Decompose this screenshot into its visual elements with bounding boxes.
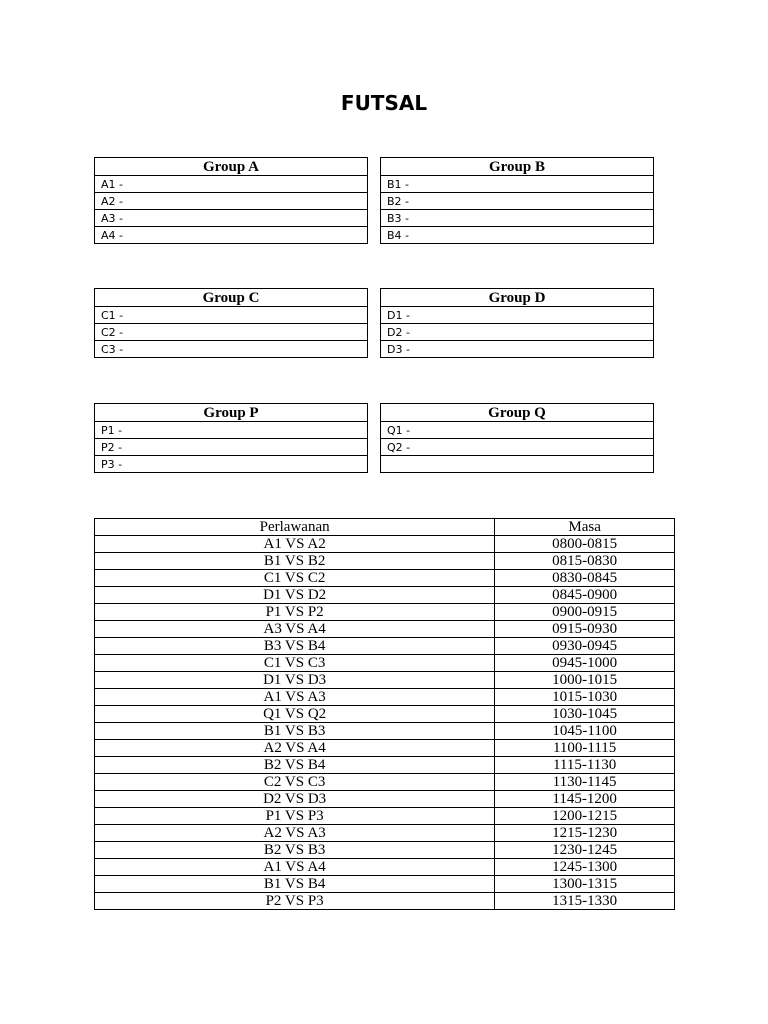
table-row [95,604,675,621]
match-schedule-table [94,518,675,910]
table-row [95,893,675,910]
group-a-heading: Group A [95,158,368,176]
table-row [95,706,675,723]
match-cell: B1 VS B2 [95,553,495,570]
match-cell: A2 VS A4 [95,740,495,757]
table-row [95,689,675,706]
page-title: FUTSAL [340,91,428,115]
table-row [95,740,675,757]
group-d-entry: D1 - [381,307,654,324]
match-cell: A1 VS A2 [95,536,495,553]
time-cell: 0830-0845 [495,570,675,587]
column-header-perlawanan: Perlawanan [95,519,495,536]
table-row [95,859,675,876]
group-b-table [380,157,654,244]
group-b-entry: B4 - [381,227,654,244]
match-cell: A1 VS A3 [95,689,495,706]
match-cell: P1 VS P2 [95,604,495,621]
group-a-entry: A1 - [95,176,368,193]
group-q-heading: Group Q [381,404,654,422]
column-header-masa: Masa [495,519,675,536]
group-p-entry: P1 - [95,422,368,439]
match-cell: A3 VS A4 [95,621,495,638]
group-c-table [94,288,368,358]
time-cell: 1045-1100 [495,723,675,740]
match-cell: C1 VS C3 [95,655,495,672]
match-cell: D1 VS D3 [95,672,495,689]
group-q-table [380,403,654,473]
time-cell: 1100-1115 [495,740,675,757]
match-cell: B1 VS B4 [95,876,495,893]
group-b-entry: B2 - [381,193,654,210]
time-cell: 1315-1330 [495,893,675,910]
time-cell: 0845-0900 [495,587,675,604]
time-cell: 0815-0830 [495,553,675,570]
match-cell: C2 VS C3 [95,774,495,791]
group-q-entry [381,456,654,473]
time-cell: 1030-1045 [495,706,675,723]
table-row [95,791,675,808]
table-row [95,774,675,791]
time-cell: 0900-0915 [495,604,675,621]
table-row [95,621,675,638]
table-row [95,808,675,825]
table-row [95,655,675,672]
match-cell: P2 VS P3 [95,893,495,910]
time-cell: 1015-1030 [495,689,675,706]
group-p-entry: P2 - [95,439,368,456]
group-q-entry: Q2 - [381,439,654,456]
group-b-heading: Group B [381,158,654,176]
time-cell: 1300-1315 [495,876,675,893]
schedule-header-row [95,519,675,536]
time-cell: 1115-1130 [495,757,675,774]
match-cell: B2 VS B3 [95,842,495,859]
table-row [95,723,675,740]
match-cell: C1 VS C2 [95,570,495,587]
match-cell: B1 VS B3 [95,723,495,740]
group-a-entry: A4 - [95,227,368,244]
group-c-entry: C3 - [95,341,368,358]
match-cell: A1 VS A4 [95,859,495,876]
time-cell: 0945-1000 [495,655,675,672]
time-cell: 0800-0815 [495,536,675,553]
group-d-table [380,288,654,358]
table-row [95,570,675,587]
group-p-table [94,403,368,473]
time-cell: 1130-1145 [495,774,675,791]
match-cell: B2 VS B4 [95,757,495,774]
time-cell: 1000-1015 [495,672,675,689]
group-a-table [94,157,368,244]
group-d-entry: D2 - [381,324,654,341]
group-d-heading: Group D [381,289,654,307]
group-a-entry: A3 - [95,210,368,227]
group-c-heading: Group C [95,289,368,307]
match-cell: A2 VS A3 [95,825,495,842]
table-row [95,553,675,570]
group-b-entry: B1 - [381,176,654,193]
group-a-entry: A2 - [95,193,368,210]
match-cell: P1 VS P3 [95,808,495,825]
group-q-entry: Q1 - [381,422,654,439]
table-row [95,757,675,774]
group-c-entry: C2 - [95,324,368,341]
time-cell: 0930-0945 [495,638,675,655]
table-row [95,876,675,893]
table-row [95,587,675,604]
group-p-heading: Group P [95,404,368,422]
table-row [95,672,675,689]
group-d-entry: D3 - [381,341,654,358]
time-cell: 1145-1200 [495,791,675,808]
table-row [95,842,675,859]
time-cell: 1230-1245 [495,842,675,859]
time-cell: 0915-0930 [495,621,675,638]
time-cell: 1215-1230 [495,825,675,842]
match-cell: D2 VS D3 [95,791,495,808]
time-cell: 1245-1300 [495,859,675,876]
match-cell: B3 VS B4 [95,638,495,655]
group-c-entry: C1 - [95,307,368,324]
table-row [95,638,675,655]
group-p-entry: P3 - [95,456,368,473]
match-cell: D1 VS D2 [95,587,495,604]
table-row [95,825,675,842]
table-row [95,536,675,553]
time-cell: 1200-1215 [495,808,675,825]
group-b-entry: B3 - [381,210,654,227]
match-cell: Q1 VS Q2 [95,706,495,723]
